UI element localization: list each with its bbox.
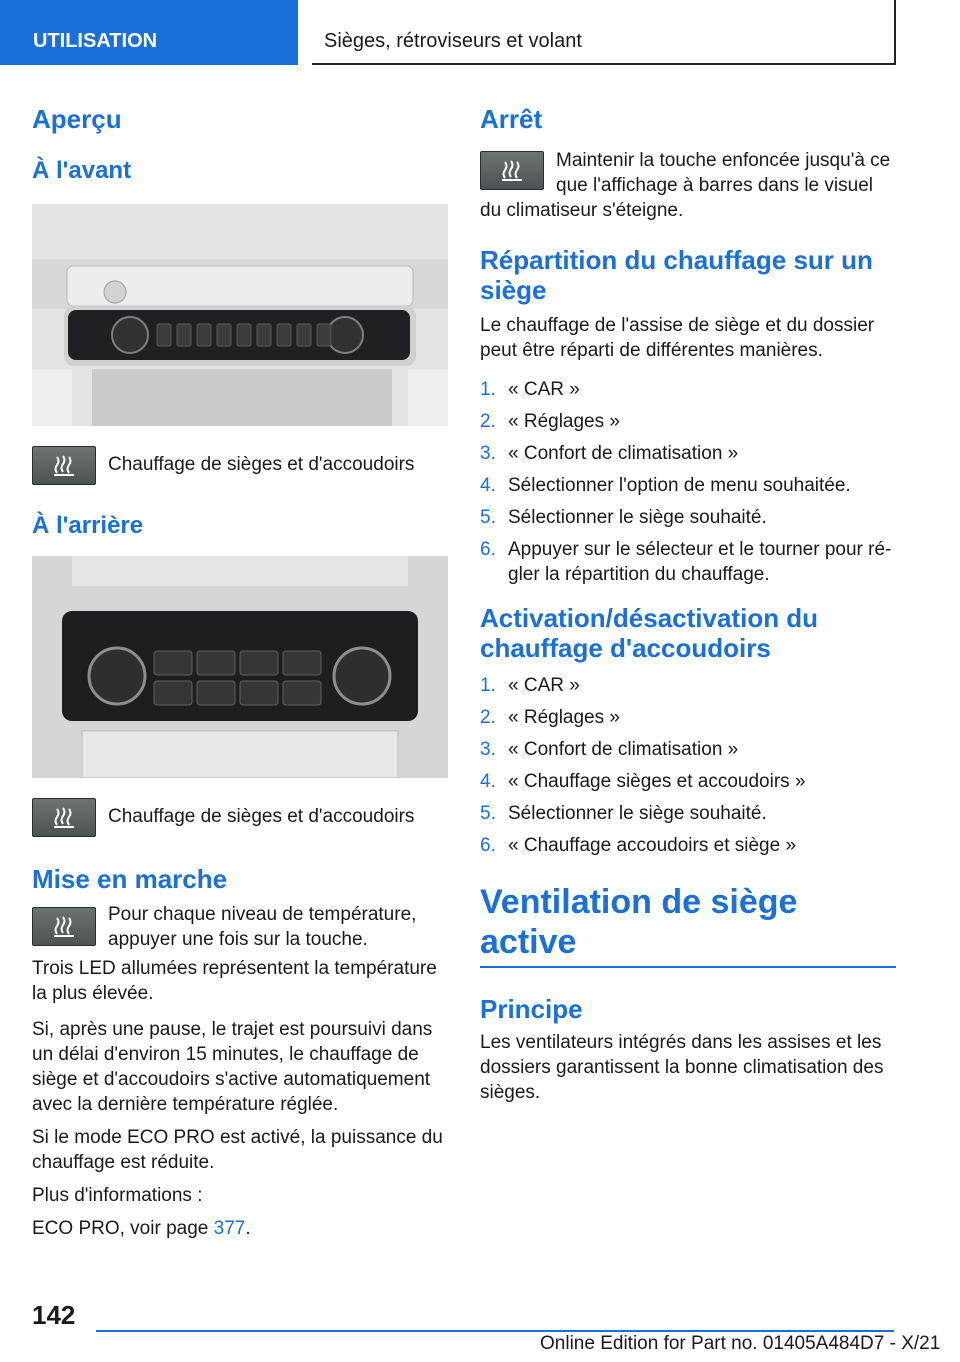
repartition-text: Le chauffage de l'assise de siège et du dossier peut être réparti de différentes manières. — [480, 315, 875, 361]
paragraph-eco-ref: ECO PRO, voir page 377. — [32, 1218, 251, 1239]
caption-arriere: Chauffage de sièges et d'accoudoirs — [108, 806, 415, 827]
seat-heating-icon — [32, 446, 96, 485]
footer-edition: Online Edition for Part no. 01405A484D7 - X/21 — [540, 1333, 941, 1354]
title-arriere: À l'arrière — [32, 512, 144, 539]
title-apercu: Aperçu — [32, 104, 122, 134]
page-link[interactable]: 377 — [213, 1218, 246, 1239]
list-item: 4. « Chauffage sièges et accoudoirs » — [480, 771, 806, 792]
paragraph-info: Plus d'informations : — [32, 1185, 203, 1206]
caption-avant-row — [32, 446, 448, 487]
seat-heating-icon — [32, 907, 96, 946]
principe-text: Les ventilateurs intégrés dans les assises et les dossiers garantissent la bonne climatisation des sièges. — [480, 1032, 884, 1103]
arret-row — [480, 148, 896, 223]
list-item: 5. Sélectionner le siège souhaité. — [480, 507, 767, 528]
paragraph-pause: Si, après une pause, le trajet est poursuivi dans un délai d'environ 15 minutes, le chauffage de siège et d'accoudoirs s'active automatiquement avec la dernière température réglée. — [32, 1019, 433, 1115]
list-item: 2. « Réglages » — [480, 707, 620, 728]
title-ventilation: Ventilation de siège active — [480, 883, 798, 961]
title-avant: À l'avant — [32, 157, 132, 184]
title-accoudoirs: Activation/désactivation du chauffage d'accoudoirs — [480, 603, 819, 663]
paragraph-led: Trois LED allumées représentent la température la plus élevée. — [32, 958, 437, 1004]
title-principe: Principe — [480, 994, 583, 1024]
header-chapter: Sièges, rétroviseurs et volant — [312, 0, 896, 65]
front-console-photo — [32, 204, 448, 426]
footer-rule — [96, 1330, 894, 1332]
marche-row — [32, 902, 448, 952]
page-number: 142 — [32, 1300, 76, 1330]
list-item: 3. « Confort de climatisation » — [480, 739, 739, 760]
title-repartition: Répartition du chauffage sur un siège — [480, 245, 873, 305]
title-marche: Mise en marche — [32, 864, 228, 894]
list-item: 1. « CAR » — [480, 379, 580, 400]
list-item: 5. Sélectionner le siège souhaité. — [480, 803, 767, 824]
seat-heating-icon — [480, 151, 544, 190]
list-item: 1. « CAR » — [480, 675, 580, 696]
rear-console-photo — [32, 556, 448, 778]
left-column — [32, 100, 448, 1241]
list-item: 4. Sélectionner l'option de menu souhaitée. — [480, 475, 851, 496]
title-arret: Arrêt — [480, 104, 543, 134]
list-accoudoirs — [480, 673, 896, 858]
marche-text: Pour chaque niveau de température, appuyer une fois sur la touche. — [108, 904, 417, 950]
list-item: 2. « Réglages » — [480, 411, 620, 432]
list-item: 6. « Chauffage accoudoirs et siège » — [480, 835, 797, 856]
right-column — [480, 100, 896, 1105]
title-ventilation-wrap — [480, 882, 896, 968]
paragraph-eco: Si le mode ECO PRO est activé, la puissance du chauffage est réduite. — [32, 1127, 443, 1173]
seat-heating-icon — [32, 798, 96, 837]
header-section: UTILISATION — [0, 0, 298, 65]
arret-text: Maintenir la touche enfoncée jusqu'à ce que l'affichage à barres dans le visuel du climatiseur s'éteigne. — [480, 150, 891, 221]
list-item: 3. « Confort de climatisation » — [480, 443, 739, 464]
caption-avant: Chauffage de sièges et d'accoudoirs — [108, 454, 415, 475]
caption-arriere-row — [32, 798, 448, 839]
list-repartition — [480, 377, 896, 587]
list-item: 6. Appuyer sur le sélecteur et le tourner pour régler la répartition du chauffage. — [480, 539, 892, 585]
